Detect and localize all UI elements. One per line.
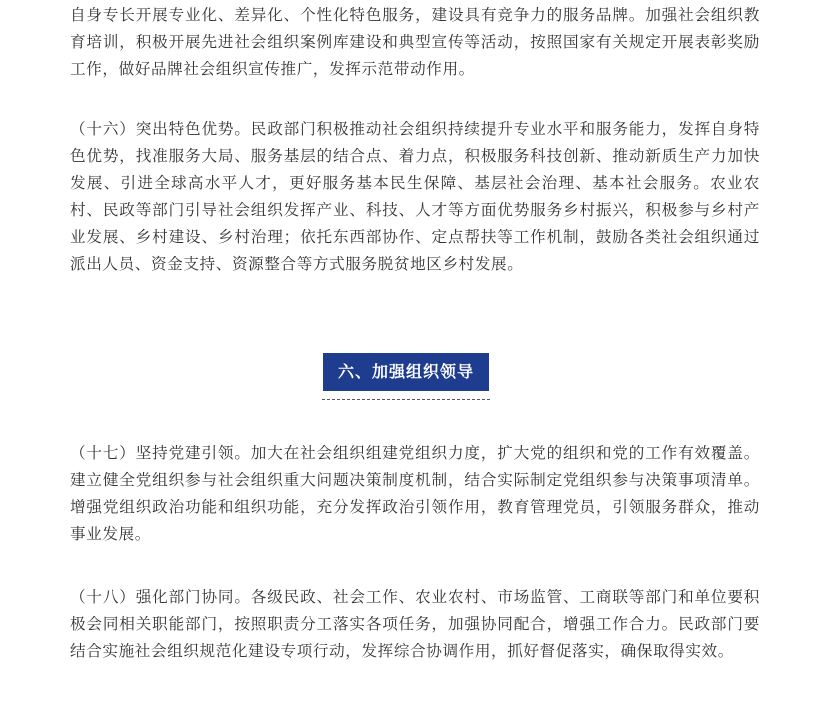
paragraph-item-17: （十七）坚持党建引领。加大在社会组织组建党组织力度，扩大党的组织和党的工作有效覆盖。建立健全党组织参与社会组织重大问题决策制度机制，结合实际制定党组织参与决策事项清单。增强党组织政治功能和组织功能，充分发挥政治引领作用，教育管理党员，引领服务群众，推动事业发展。 xyxy=(70,444,760,543)
paragraph-continuation: 自身专长开展专业化、差异化、个性化特色服务，建设具有竞争力的服务品牌。加强社会组织教育培训，积极开展先进社会组织案例库建设和典型宣传等活动，按照国家有关规定开展表彰奖励工作，做好品牌社会组织宣传推广，发挥示范带动作用。 xyxy=(70,6,760,78)
paragraph-item-16: （十六）突出特色优势。民政部门积极推动社会组织持续提升专业水平和服务能力，发挥自身特色优势，找准服务大局、服务基层的结合点、着力点，积极服务科技创新、推动新质生产力加快发展、引进全球高水平人才，更好服务基本民生保障、基层社会治理、基本社会服务。农业农村、民政等部门引导社会组织发挥产业、科技、人才等方面优势服务乡村振兴，积极参与乡村产业发展、乡村建设、乡村治理；依托东西部协作、定点帮扶等工作机制，鼓励各类社会组织通过派出人员、资金支持、资源整合等方式服务脱贫地区乡村发展。 xyxy=(70,120,760,273)
paragraph-item-18: （十八）强化部门协同。各级民政、社会工作、农业农村、市场监管、工商联等部门和单位要积极会同相关职能部门，按照职责分工落实各项任务，加强协同配合，增强工作合力。民政部门要结合实施社会组织规范化建设专项行动，发挥综合协调作用，抓好督促落实，确保取得实效。 xyxy=(70,588,760,660)
section-heading: 六、加强组织领导 xyxy=(323,353,489,391)
section-divider xyxy=(322,399,490,400)
section-heading-block xyxy=(322,353,490,400)
